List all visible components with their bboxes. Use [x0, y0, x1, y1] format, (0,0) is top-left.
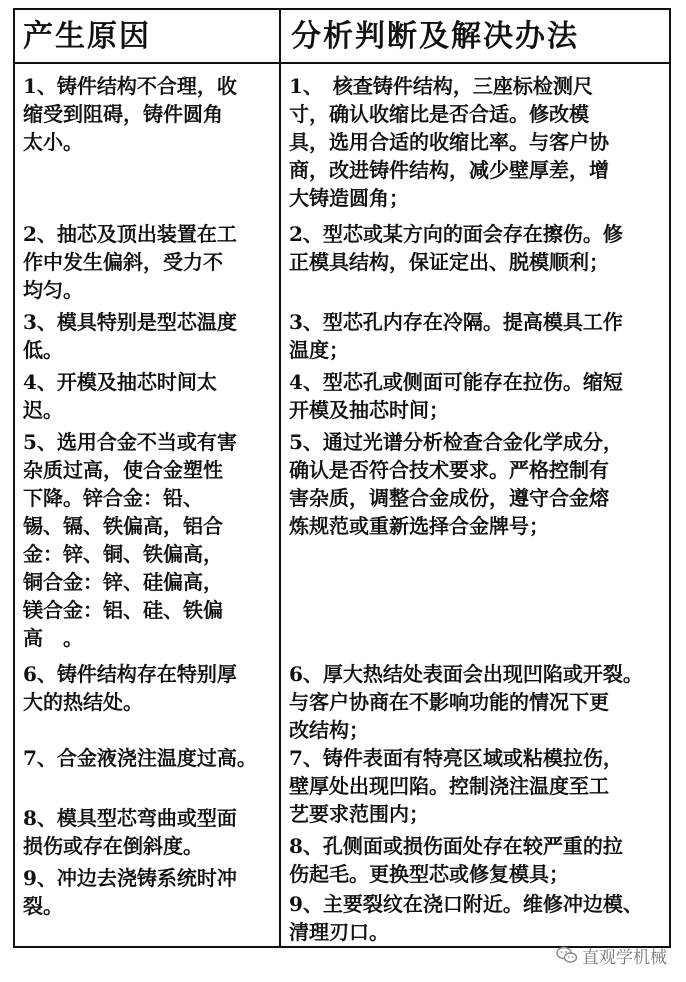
watermark	[556, 940, 684, 970]
cause-7: 7、合金液浇注温度过高。	[23, 746, 257, 770]
solution-7: 7、铸件表面有特亮区域或粘模拉伤， 壁厚处出现凹陷。控制浇注温度至工 艺要求范围内；	[289, 746, 623, 826]
solution-9: 9、主要裂纹在浇口附近。维修冲边模、 清理刃口。	[289, 892, 643, 944]
cause-9: 9、冲边去浇铸系统时冲 裂。	[23, 866, 237, 918]
cause-5: 5、选用合金不当或有害 杂质过高，使合金塑性 下降。锌合金：铅、 锡、镉、铁偏高，铝合 金：锌、铜、铁偏高， 铜合金：锌、硅偏高， 镁合金：铝、硅、铁偏 高 。	[23, 430, 237, 650]
wechat-icon	[556, 946, 578, 964]
cause-8: 8、模具型芯弯曲或型面 损伤或存在倒斜度。	[23, 806, 237, 858]
cause-solution-table	[13, 8, 671, 948]
solution-6: 6、厚大热结处表面会出现凹陷或开裂。 与客户协商在不影响功能的情况下更 改结构；	[289, 662, 643, 742]
cause-6: 6、铸件结构存在特别厚 大的热结处。	[23, 662, 237, 714]
solution-2: 2、型芯或某方向的面会存在擦伤。修 正模具结构，保证定出、脱模顺利；	[289, 222, 623, 274]
solution-4: 4、型芯孔或侧面可能存在拉伤。缩短 开模及抽芯时间；	[289, 370, 623, 422]
watermark-text: 直观学机械	[582, 947, 667, 968]
cause-3: 3、模具特别是型芯温度 低。	[23, 310, 237, 362]
solution-5: 5、通过光谱分析检查合金化学成分， 确认是否符合技术要求。严格控制有 害杂质，调整合金成份，遵守合金熔 炼规范或重新选择合金牌号；	[289, 430, 623, 538]
header-divider	[15, 62, 669, 64]
cause-4: 4、开模及抽芯时间太 迟。	[23, 370, 217, 422]
solution-1: 1、 核查铸件结构，三座标检测尺 寸，确认收缩比是否合适。修改模 具，选用合适的收缩比率。与客户协 商，改进铸件结构，减少壁厚差，增 大铸造圆角；	[289, 74, 609, 210]
column-divider	[279, 10, 281, 946]
cause-2: 2、抽芯及顶出装置在工 作中发生偏斜，受力不 均匀。	[23, 222, 237, 302]
header-solution: 分析判断及解决办法	[291, 19, 579, 54]
solution-8: 8、孔侧面或损伤面处存在较严重的拉 伤起毛。更换型芯或修复模具；	[289, 834, 623, 886]
header-cause: 产生原因	[23, 19, 151, 54]
solution-3: 3、型芯孔内存在冷隔。提高模具工作 温度；	[289, 310, 623, 362]
cause-1: 1、铸件结构不合理，收 缩受到阻碍，铸件圆角 太小。	[23, 74, 237, 154]
